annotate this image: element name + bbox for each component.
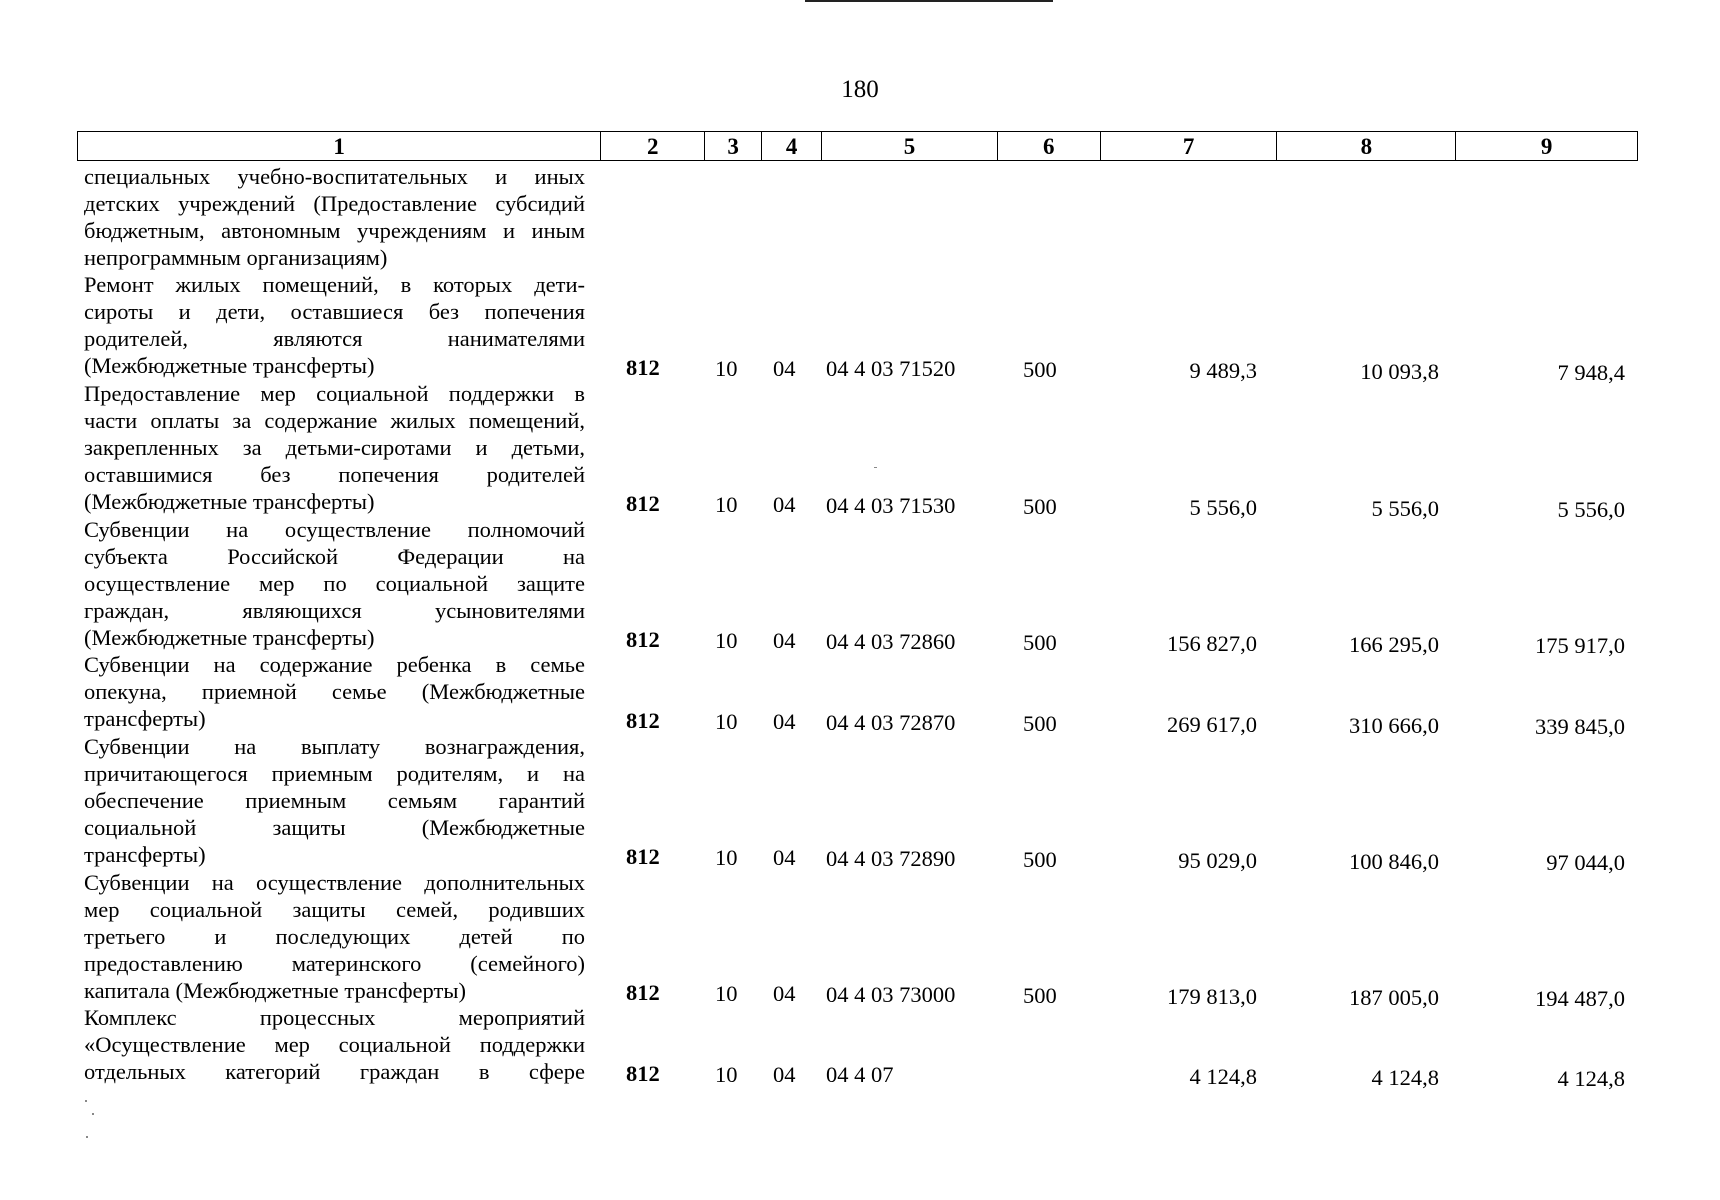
description-line: трансферты) — [84, 842, 206, 867]
cell-col-8: 166 295,0 — [1349, 632, 1439, 657]
description-line: закрепленных за детьми-сиротами и детьми, — [84, 435, 585, 460]
cell-col-3: 10 — [715, 709, 738, 734]
row-description — [84, 271, 585, 379]
scan-speck — [85, 1100, 87, 1102]
description-line: бюджетным, автономным учреждениям и иным — [84, 218, 585, 243]
cell-col-2: 812 — [626, 1061, 660, 1086]
description-line: субъекта Российской Федерации на — [84, 544, 585, 569]
cell-col-6: 500 — [1023, 711, 1057, 736]
cell-col-4: 04 — [773, 709, 796, 734]
cell-col-3: 10 — [715, 981, 738, 1006]
cell-col-6: 500 — [1023, 630, 1057, 655]
description-line: детских учреждений (Предоставление субсидий — [84, 191, 585, 216]
cell-col-5: 04 4 03 71530 — [826, 493, 956, 518]
cell-col-2: 812 — [626, 355, 660, 380]
description-line: оставшимися без попечения родителей — [84, 462, 585, 487]
scan-speck — [86, 1136, 88, 1138]
cell-col-8: 310 666,0 — [1349, 713, 1439, 738]
header-col-9: 9 — [1540, 134, 1553, 159]
page-number: 180 — [841, 76, 879, 103]
description-line: Субвенции на содержание ребенка в семье — [84, 652, 585, 677]
cell-col-5: 04 4 03 72890 — [826, 846, 956, 871]
cell-col-9: 339 845,0 — [1535, 714, 1625, 739]
description-line: обеспечение приемным семьям гарантий — [84, 788, 585, 813]
cell-col-7: 269 617,0 — [1167, 712, 1257, 737]
description-line: Комплекс процессных мероприятий — [84, 1005, 585, 1030]
cell-col-3: 10 — [715, 628, 738, 653]
cell-col-4: 04 — [773, 356, 796, 381]
cell-col-9: 7 948,4 — [1557, 360, 1625, 385]
cell-col-6: 500 — [1023, 494, 1057, 519]
top-rule — [805, 0, 1053, 2]
scan-speck — [874, 467, 877, 468]
description-line: трансферты) — [84, 706, 206, 731]
cell-col-5: 04 4 03 73000 — [826, 982, 956, 1007]
description-line: части оплаты за содержание жилых помещений, — [84, 408, 585, 433]
description-line: капитала (Межбюджетные трансферты) — [84, 978, 466, 1003]
header-col-2: 2 — [601, 132, 705, 160]
cell-col-7: 9 489,3 — [1189, 358, 1257, 383]
description-line: социальной защиты (Межбюджетные — [84, 815, 585, 840]
description-line: специальных учебно-воспитательных и иных — [84, 164, 585, 189]
cell-col-4: 04 — [773, 492, 796, 517]
cell-col-4: 04 — [773, 845, 796, 870]
row-description — [84, 1004, 585, 1085]
header-col-6: 6 — [998, 132, 1101, 160]
description-line: предоставлению материнского (семейного) — [84, 951, 585, 976]
description-line: (Межбюджетные трансферты) — [84, 353, 375, 378]
cell-col-6: 500 — [1023, 983, 1057, 1008]
description-line: непрограммным организациям) — [84, 245, 388, 270]
description-line: причитающегося приемным родителям, и на — [84, 761, 585, 786]
cell-col-4: 04 — [773, 628, 796, 653]
cell-col-9: 175 917,0 — [1535, 633, 1625, 658]
description-line: Ремонт жилых помещений, в которых дети- — [84, 272, 585, 297]
scan-speck — [92, 1113, 94, 1115]
cell-col-3: 10 — [715, 356, 738, 381]
description-line: граждан, являющихся усыновителями — [84, 598, 585, 623]
description-line: «Осуществление мер социальной поддержки — [84, 1032, 585, 1057]
cell-col-5: 04 4 07 — [826, 1062, 894, 1087]
description-line: отдельных категорий граждан в сфере — [84, 1059, 585, 1084]
cell-col-4: 04 — [773, 981, 796, 1006]
description-line: Субвенции на осуществление дополнительных — [84, 870, 585, 895]
cell-col-7: 156 827,0 — [1167, 631, 1257, 656]
cell-col-9: 4 124,8 — [1557, 1066, 1625, 1091]
description-line: осуществление мер по социальной защите — [84, 571, 585, 596]
description-line: родителей, являются нанимателями — [84, 326, 585, 351]
description-line: Субвенции на выплату вознаграждения, — [84, 734, 585, 759]
description-line: (Межбюджетные трансферты) — [84, 489, 375, 514]
cell-col-7: 5 556,0 — [1189, 495, 1257, 520]
header-col-7: 7 — [1101, 132, 1278, 160]
cell-col-4: 04 — [773, 1062, 796, 1087]
row-description — [84, 733, 585, 868]
description-line: сироты и дети, оставшиеся без попечения — [84, 299, 585, 324]
cell-col-6: 500 — [1023, 847, 1057, 872]
cell-col-2: 812 — [626, 708, 660, 733]
cell-col-7: 95 029,0 — [1178, 848, 1257, 873]
row-description — [84, 651, 585, 732]
cell-col-8: 10 093,8 — [1360, 359, 1439, 384]
cell-col-3: 10 — [715, 492, 738, 517]
description-line: мер социальной защиты семей, родивших — [84, 897, 585, 922]
cell-col-8: 100 846,0 — [1349, 849, 1439, 874]
header-col-3: 3 — [705, 132, 762, 160]
cell-col-9: 5 556,0 — [1557, 497, 1625, 522]
cell-col-7: 179 813,0 — [1167, 984, 1257, 1009]
cell-col-8: 187 005,0 — [1349, 985, 1439, 1010]
header-col-8: 8 — [1277, 132, 1456, 160]
description-line: Предоставление мер социальной поддержки в — [84, 381, 585, 406]
row-description — [84, 380, 585, 515]
row-description — [84, 869, 585, 1004]
cell-col-8: 5 556,0 — [1371, 496, 1439, 521]
cell-col-9: 97 044,0 — [1546, 850, 1625, 875]
column-header-row — [77, 131, 1638, 161]
description-line: Субвенции на осуществление полномочий — [84, 517, 585, 542]
description-line: третьего и последующих детей по — [84, 924, 585, 949]
cell-col-9: 194 487,0 — [1535, 986, 1625, 1011]
header-col-5: 5 — [822, 132, 998, 160]
header-col-1: 1 — [78, 132, 601, 160]
cell-col-7: 4 124,8 — [1189, 1064, 1257, 1089]
cell-col-8: 4 124,8 — [1371, 1065, 1439, 1090]
cell-col-5: 04 4 03 71520 — [826, 356, 956, 381]
cell-col-3: 10 — [715, 845, 738, 870]
continuation-description — [84, 163, 585, 271]
cell-col-3: 10 — [715, 1062, 738, 1087]
cell-col-2: 812 — [626, 980, 660, 1005]
cell-col-6: 500 — [1023, 357, 1057, 382]
row-description — [84, 516, 585, 651]
description-line: опекуна, приемной семье (Межбюджетные — [84, 679, 585, 704]
cell-col-5: 04 4 03 72860 — [826, 629, 956, 654]
description-line: (Межбюджетные трансферты) — [84, 625, 375, 650]
cell-col-2: 812 — [626, 491, 660, 516]
cell-col-2: 812 — [626, 844, 660, 869]
header-col-4: 4 — [762, 132, 822, 160]
cell-col-5: 04 4 03 72870 — [826, 710, 956, 735]
cell-col-2: 812 — [626, 627, 660, 652]
